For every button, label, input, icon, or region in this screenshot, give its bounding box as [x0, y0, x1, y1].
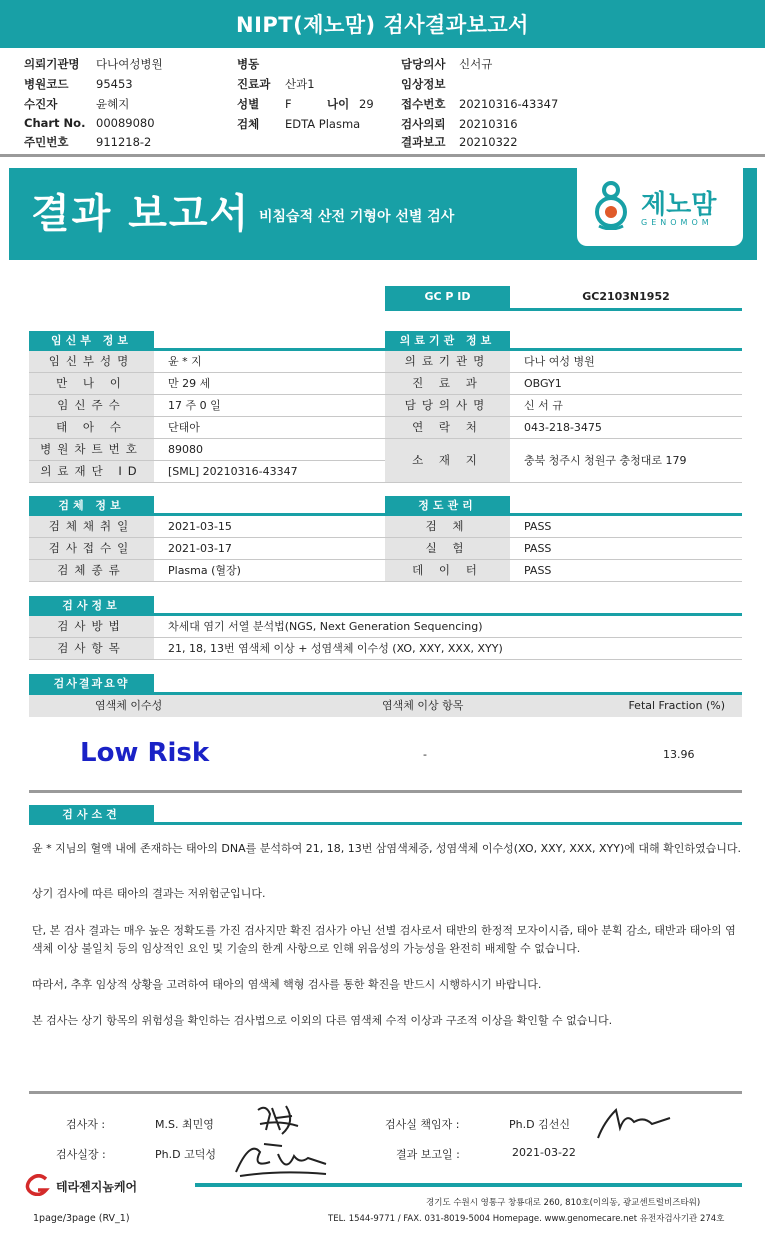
row-label: 검사접수일 [29, 538, 154, 559]
chief-label: 검사실 책임자 : [385, 1118, 460, 1131]
pregnant-info-title: 임신부 정보 [29, 331, 154, 351]
clinical-field: 임상정보 [401, 77, 446, 91]
row-value: Plasma (혈장) [168, 564, 241, 577]
summary-col-ff: Fetal Fraction (%) [628, 699, 725, 712]
row-label: 병원차트번호 [29, 439, 154, 460]
banner-title: 결과 보고서 [31, 191, 251, 237]
row-value: 만 29 세 [168, 377, 211, 390]
row-label: 의료재단 ID [29, 461, 154, 482]
table-row [29, 373, 386, 395]
findings-p2: 상기 검사에 따른 태아의 결과는 저위험군입니다. [32, 887, 266, 900]
receipt-field: 접수번호 20210316-43347 [401, 97, 559, 111]
row-label: 소 재 지 [385, 439, 510, 482]
findings-p3: 단, 본 검사 결과는 매우 높은 정확도를 가진 검사지만 확진 검사가 아닌 선별 검사로서 태반의 한정적 모자이시즘, 태아 분획 감소, 태반과 태아의 염색체 이상 불일치 등의 임상적인 요인 및 기술의 한계 사항으로 인해 위음성의 가능성을 완전히 배제할 수 없습니다. [32, 924, 736, 955]
summary-title: 검사결과요약 [29, 674, 154, 694]
report-date-field: 결과보고 20210322 [401, 135, 518, 149]
head-label: 검사실장 : [56, 1148, 106, 1161]
row-label: 검사항목 [29, 638, 154, 659]
examinee-field: 수진자 윤혜지 [24, 97, 130, 111]
row-label: 만 나 이 [29, 373, 154, 394]
row-label: 임신주수 [29, 395, 154, 416]
row-label: 태 아 수 [29, 417, 154, 438]
company-name: 테라젠지놈케어 [56, 1180, 138, 1194]
table-row [385, 351, 742, 373]
row-value: PASS [524, 564, 552, 577]
row-value: 다나 여성 병원 [524, 355, 595, 368]
header-divider [0, 154, 765, 157]
findings-title: 검사소견 [29, 805, 154, 825]
row-value: [SML] 20210316-43347 [168, 465, 298, 478]
chart-field: Chart No. 00089080 [24, 116, 155, 130]
table-row [29, 616, 742, 638]
result-low-risk: Low Risk [80, 738, 210, 768]
row-label: 연 락 처 [385, 417, 510, 438]
resident-field: 주민번호 911218-2 [24, 135, 152, 149]
table-row [385, 439, 742, 483]
table-row [29, 538, 386, 560]
row-value: 17 주 0 일 [168, 399, 221, 412]
tester-label: 검사자 : [66, 1118, 106, 1131]
row-value: PASS [524, 542, 552, 555]
row-value: 89080 [168, 443, 203, 456]
table-row [29, 439, 386, 461]
row-label: 임신부성명 [29, 351, 154, 372]
tester-name: M.S. 최민영 [155, 1118, 214, 1131]
page-number: 1page/3page (RV_1) [33, 1213, 130, 1224]
test-info-title: 검사정보 [29, 596, 154, 616]
table-row [29, 351, 386, 373]
row-value: 2021-03-17 [168, 542, 232, 555]
row-value: 윤 * 지 [168, 355, 202, 368]
head-name: Ph.D 고덕성 [155, 1148, 216, 1161]
row-value: OBGY1 [524, 377, 562, 390]
table-row [29, 516, 386, 538]
ward-field: 병동 [237, 57, 260, 71]
summary-col-abnormal: 염색체 이상 항목 [382, 699, 464, 712]
summary-abnormal-value: - [423, 748, 427, 761]
gcp-id-label: GC P ID [385, 286, 510, 308]
row-value: 차세대 염기 서열 분석법(NGS, Next Generation Sequencing) [168, 620, 483, 633]
row-value: 21, 18, 13번 염색체 이상 + 성염색체 이수성 (XO, XXY, XXX, XYY) [168, 642, 503, 655]
findings-p1: 윤 * 지님의 혈액 내에 존재하는 태아의 DNA를 분석하여 21, 18, 13번 삼염색체증, 성염색체 이수성(XO, XXY, XXX, XYY)에 대해 확인하였습니다. [32, 842, 741, 855]
row-label: 검체채취일 [29, 516, 154, 537]
table-row [385, 516, 742, 538]
dept-field: 진료과 산과1 [237, 77, 315, 91]
row-label: 실 험 [385, 538, 510, 559]
row-label: 담당의사명 [385, 395, 510, 416]
row-value: 단태아 [168, 421, 200, 434]
table-row [385, 417, 742, 439]
row-value: 2021-03-15 [168, 520, 232, 533]
request-field: 검사의뢰 20210316 [401, 117, 518, 131]
hospital-code-field: 병원코드 95453 [24, 77, 133, 91]
row-label: 진 료 과 [385, 373, 510, 394]
head-signature-icon [230, 1134, 330, 1180]
date-value: 2021-03-22 [512, 1146, 576, 1159]
genomom-logo-icon [589, 178, 633, 230]
table-row [385, 373, 742, 395]
gcp-id-value: GC2103N1952 [582, 290, 670, 303]
summary-ff-value: 13.96 [663, 748, 695, 761]
doctor-field: 담당의사 신서규 [401, 57, 493, 71]
row-value: PASS [524, 520, 552, 533]
footer-address: 경기도 수원시 영통구 창룡대로 260, 810호(이의동, 광교센트럴비즈타워) [426, 1198, 701, 1208]
summary-header [29, 695, 742, 717]
chief-name: Ph.D 김선신 [509, 1118, 570, 1131]
summary-col-aneuploidy: 염색체 이수성 [95, 699, 163, 712]
result-banner [9, 168, 757, 260]
sex-field: 성별 F 나이 29 [237, 97, 374, 111]
institution-info-title: 의료기관 정보 [385, 331, 510, 351]
table-row [29, 395, 386, 417]
row-label: 검사방법 [29, 616, 154, 637]
row-label: 검 체 [385, 516, 510, 537]
table-row [29, 560, 386, 582]
table-row [29, 638, 742, 660]
gcp-id-bar [385, 286, 742, 310]
footer-contact: TEL. 1544-9771 / FAX. 031-8019-5004 Homepage. www.genomecare.net 유전자검사기관 274호 [328, 1214, 725, 1224]
table-row [29, 461, 386, 483]
table-row [29, 417, 386, 439]
report-title: NIPT(제노맘) 검사결과보고서 [0, 0, 765, 48]
chief-signature-icon [594, 1102, 672, 1142]
patient-info [0, 54, 765, 154]
genomom-logo: 제노맘 GENOMOM [577, 168, 743, 246]
table-row [385, 538, 742, 560]
date-label: 결과 보고일 : [396, 1148, 460, 1161]
row-value: 충북 청주시 청원구 충청대로 179 [524, 454, 687, 467]
row-label: 의료기관명 [385, 351, 510, 372]
table-row [385, 560, 742, 582]
banner-subtitle: 비침습적 산전 기형아 선별 검사 [259, 209, 455, 225]
specimen-field: 검체 EDTA Plasma [237, 117, 361, 131]
row-value: 043-218-3475 [524, 421, 602, 434]
specimen-info-title: 검체 정보 [29, 496, 154, 516]
hospital-field: 의뢰기관명 다나여성병원 [24, 57, 163, 71]
terragen-logo-icon [24, 1174, 52, 1196]
qc-title: 정도관리 [385, 496, 510, 516]
row-label: 데 이 터 [385, 560, 510, 581]
row-label: 검체종류 [29, 560, 154, 581]
row-value: 신 서 규 [524, 399, 563, 412]
table-row [385, 395, 742, 417]
findings-p5: 본 검사는 상기 항목의 위험성을 확인하는 검사법으로 이외의 다른 염색체 수적 이상과 구조적 이상을 확인할 수 없습니다. [32, 1014, 613, 1027]
findings-p4: 따라서, 추후 임상적 상황을 고려하여 태아의 염색체 핵형 검사를 통한 확진을 반드시 시행하시기 바랍니다. [32, 978, 542, 991]
